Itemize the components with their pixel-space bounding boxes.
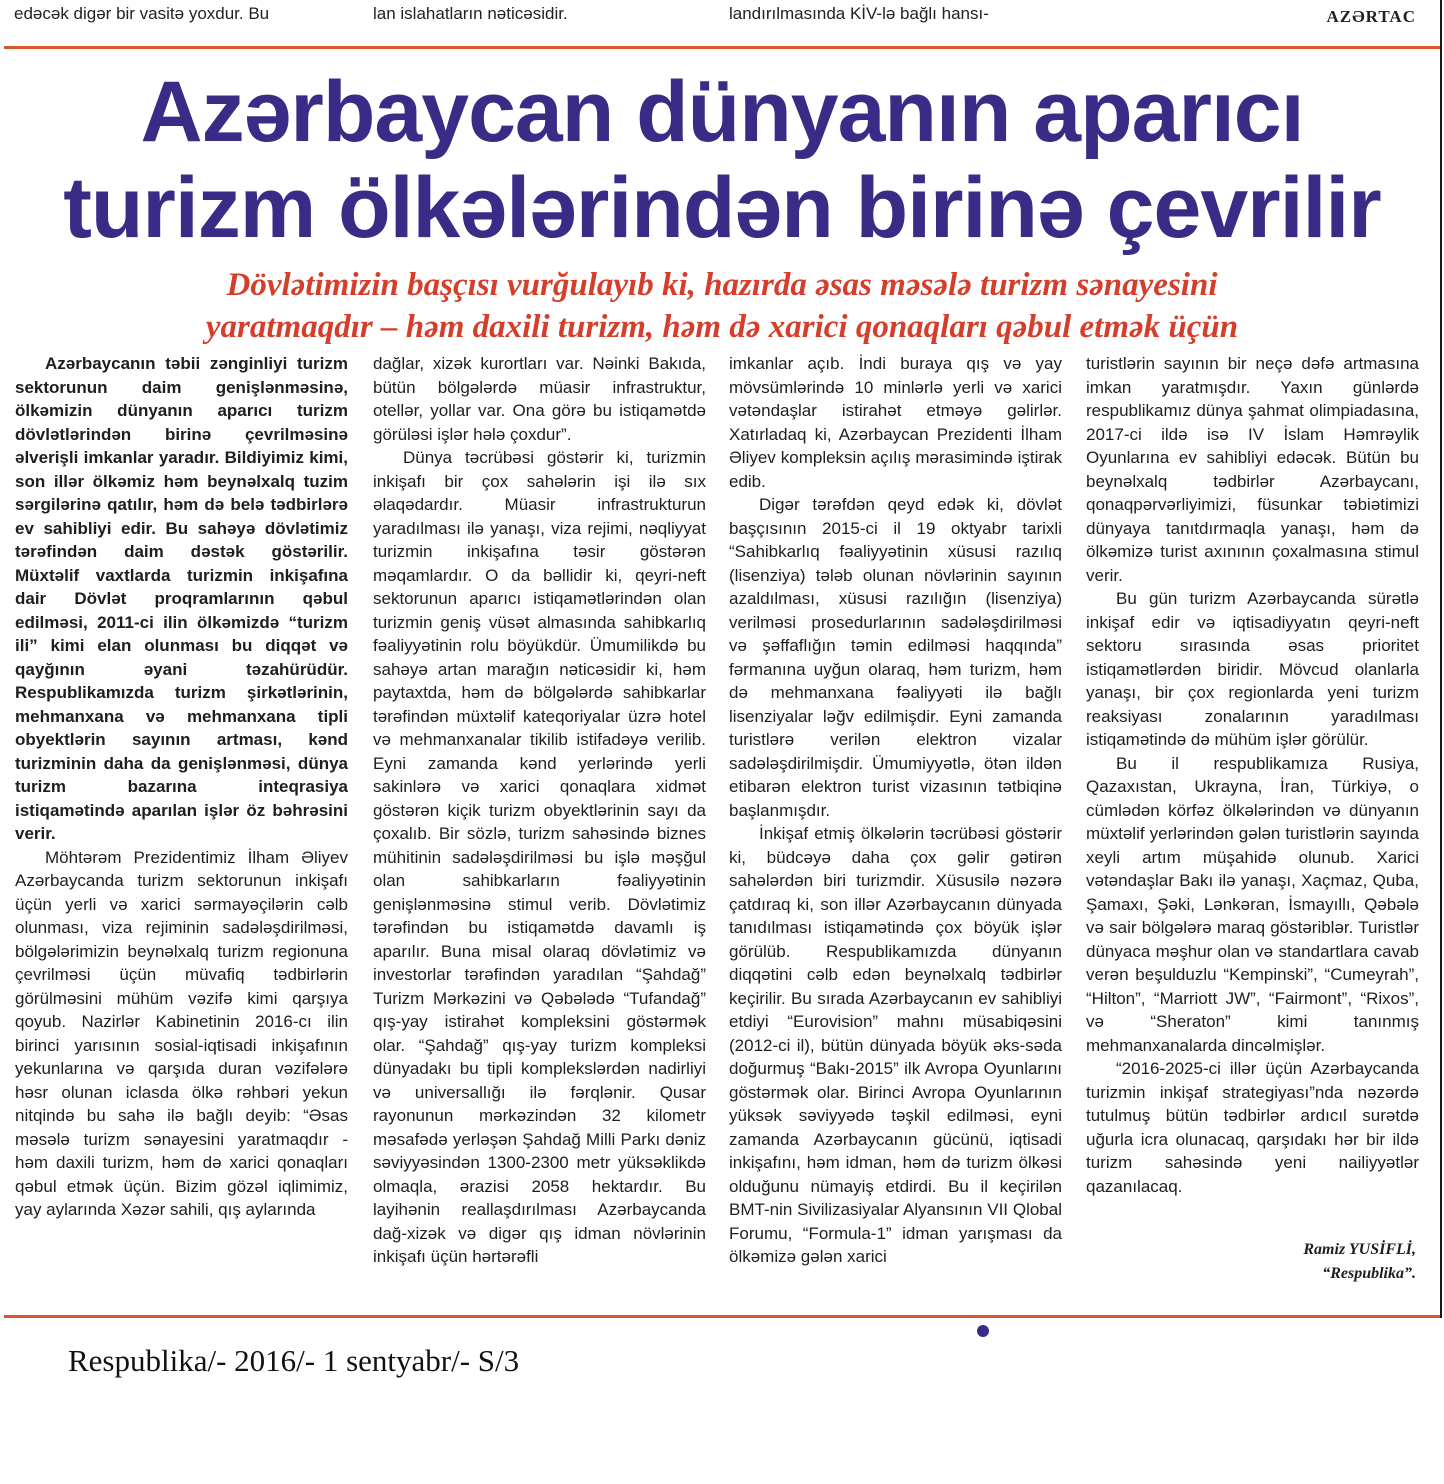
- previous-article-line-3: landırılmasında KİV-lə bağlı hansı-: [729, 4, 989, 23]
- paragraph: “2016-2025-ci illər üçün Azərbaycanda turizmin inkişaf strategiyası”nda nəzərdə tutulmuş bütün tədbirlər ardıcıl surətdə uğurla icra olunacaq, qarşıdakı hər bir ildə turizm sahəsində yeni nailiyyətlər qazanılacaq.: [1086, 1059, 1419, 1196]
- source-citation: Respublika/- 2016/- 1 sentyabr/- S/3: [68, 1343, 520, 1378]
- bullet-dot: [977, 1325, 989, 1337]
- headline-line-2: turizm ölkələrindən birinə çevrilir: [63, 160, 1381, 256]
- subtitle-line-1: Dövlətimizin başçısı vurğulayıb ki, hazırda əsas məsələ turizm sənayesini: [226, 267, 1218, 303]
- paragraph: imkanlar açıb. İndi buraya qış və yay mövsümlərində 10 minlərlə yerli və xarici vətəndaşlar istirahət etməyə gəlirlər. Xatırladaq ki, Azərbaycan Prezidenti İlham Əliyev kompleksin açılış mərasimində iştirak edib.: [729, 354, 1062, 491]
- previous-article-line-1: edəcək digər bir vasitə yoxdur. Bu: [14, 4, 270, 23]
- paragraph: Bu il respublikamıza Rusiya, Qazaxıstan, Ukrayna, İran, Türkiyə, o cümlədən körfəz ölkələrindən və dünyanın müxtəlif yerlərindən gələn turistlərin sayında xeyli artım müşahidə olunub. Xarici vətəndaşlar Bakı ilə yanaşı, Xaçmaz, Quba, Şamaxı, Şəki, Lənkəran, İsmayıllı, Qəbələ və sair bölgələrə maraq göstəriblər. Turistlər dünyaca məşhur olan və standartlara cavab verən beşulduzlu “Kempinski”, “Cumeyrah”, “Hilton”, “Marriott JW”, “Fairmont”, “Rixos”, və “Sheraton” kimi tanınmış mehmanxanalarda dincəlmişlər.: [1086, 753, 1419, 1055]
- article-column-3: [729, 352, 1062, 1292]
- bottom-divider: [4, 1315, 1440, 1318]
- author-name: Ramiz YUSİFLİ,: [1303, 1241, 1416, 1258]
- article-column-1: [15, 352, 348, 1292]
- article-column-4: [1086, 352, 1419, 1292]
- headline: [0, 64, 1444, 256]
- headline-line-1: Azərbaycan dünyanın aparıcı: [140, 64, 1304, 160]
- paragraph: Dünya təcrübəsi göstərir ki, turizmin inkişafı bir çox sahələrin işi ilə sıx əlaqədardır. Müasir infrastrukturun yaradılması ilə yanaşı, viza rejimi, nəqliyyat turizmin inkişafına təsir göstərən məqamlardır. O da bəllidir ki, qeyri-neft sektorunun aparıcı istiqamətlərindən olan turizmin geniş vüsət almasında sahibkarlıq fəaliyyətinin rolu böyükdür. Ümumilikdə bu sahəyə artan marağın nəticəsidir ki, həm paytaxtda, həm də bölgələrdə sahibkarlar tərəfindən müxtəlif kateqoriyalar üzrə hotel və mehmanxanalar tikilib istifadəyə verilib. Eyni zamanda kənd yerlərində yerli sakinlərə və xarici qonaqlara xidmət göstərən kiçik turizm obyektlərinin sayı da çoxalıb. Bir sözlə, turizm sahəsində biznes mühitinin sadələşdirilməsi bu işlə məşğul olan sahibkarların fəaliyyətinin genişlənməsinə stimul verib. Dövlətimiz tərəfindən bu istiqamətdə davamlı iş aparılır. Buna misal olaraq dövlətimiz və investorlar tərəfindən yaradılan “Şahdağ” Turizm Mərkəzini və Qəbələdə “Tufandağ” qış-yay istirahət kompleksini göstərmək olar. “Şahdağ” qış-yay turizm kompleksi dünyadakı bu tipli komplekslərdən nadirliyi və universallığı ilə fərqlənir. Qusar rayonunun mərkəzindən 32 kilometr məsafədə yerləşən Şahdağ Milli Parkı dəniz səviyyəsindən 1300-2300 metr yüksəklikdə olmaqla, ərazisi 2058 hektardır. Bu layihənin reallaşdırılması Azərbaycanda dağ-xizək və digər qış idman növlərinin inkişafı üçün hərtərəfli: [373, 448, 706, 1266]
- agency-credit: AZƏRTAC: [1326, 7, 1416, 26]
- paragraph: turistlərin sayının bir neçə dəfə artmasına imkan yaratmışdır. Yaxın günlərdə respublikamız dünya şahmat olimpiadasına, 2017-ci ildə isə IV İslam Həmrəylik Oyunlarına ev sahibliyi edəcək. Bütün bu beynəlxalq tədbirlər Azərbaycanı, qonaqpərvərliyimizi, füsunkar təbiətimizi dünyaya tanıtdırmaqla yanaşı, həm də ölkəmizə turist axınının çoxalmasına stimul verir.: [1086, 354, 1419, 585]
- article-column-2: [373, 352, 706, 1292]
- author-signature: [1303, 1238, 1416, 1286]
- article-body: [15, 352, 1425, 1292]
- subtitle: [0, 264, 1444, 348]
- paragraph: Digər tərəfdən qeyd edək ki, dövlət başçısının 2015-ci il 19 oktyabr tarixli “Sahibkarlıq fəaliyyətinin xüsusi razılıq (lisenziya) tələb olunan növlərinin sayının azaldılması, xüsusi razılığın (lisenziya) verilməsi prosedurlarının sadələşdirilməsi və şəffaflığın təmin edilməsi haqqında” fərmanına uyğun olaraq, həm turizm, həm də mehmanxana fəaliyyəti ilə bağlı lisenziyalar ləğv edilmişdir. Eyni zamanda turistlərə verilən elektron vizalar sadələşdirilmişdir. Ümumiyyətlə, ötən ildən etibarən elektron turist vizasının tətbiqinə başlanmışdır.: [729, 495, 1062, 820]
- paragraph: Bu gün turizm Azərbaycanda sürətlə inkişaf edir və iqtisadiyyatın qeyri-neft sektoru sırasında əsas prioritet istiqamətlərdən biridir. Mövcud olanlarla yanaşı, bir çox regionlarda yeni turizm reaksiyası zonalarının yaradılması istiqamətində də mühüm işlər görülür.: [1086, 589, 1419, 749]
- subtitle-line-2: yaratmaqdır – həm daxili turizm, həm də xarici qonaqları qəbul etmək üçün: [205, 309, 1239, 345]
- previous-article-line-2: lan islahatların nəticəsidir.: [373, 4, 568, 23]
- paragraph: dağlar, xizək kurortları var. Nəinki Bakıda, bütün bölgələrdə müasir infrastruktur, otellər, yollar var. Ona görə bu istiqamətdə görüləsi işlər hələ çoxdur”.: [373, 354, 706, 444]
- paragraph: Möhtərəm Prezidentimiz İlham Əliyev Azərbaycanda turizm sektorunun inkişafı üçün yerli və xarici sərmayəçilərin cəlb olunması, viza rejiminin sadələşdirilməsi, bölgələrimizin beynəlxalq turizm regionuna çevrilməsi üçün müvafiq tədbirlərin görülməsini mühüm vəzifə kimi qarşıya qoyub. Nazirlər Kabinetinin 2016-cı ilin birinci yarısının sosial-iqtisadi inkişafının yekunlarına və qarşıda duran vəzifələrə həsr olunan iclasda ölkə rəhbəri yekun nitqində bu sahə ilə bağlı deyib: “Əsas məsələ turizm sənayesini yaratmaqdır - həm daxili turizm, həm də xarici qonaqları qəbul etmək üçün. Bizim gözəl iqlimimiz, yay aylarında Xəzər sahili, qış aylarında: [15, 847, 348, 1219]
- paragraph: İnkişaf etmiş ölkələrin təcrübəsi göstərir ki, büdcəyə daha çox gəlir gətirən sahələrdən biri turizmdir. Xüsusilə nəzərə çatdıraq ki, son illər Azərbaycanın dünyada tanıdılması istiqamətində çox böyük işlər görülüb. Respublikamızda dünyanın diqqətini cəlb edən beynəlxalq tədbirlər keçirilir. Bu sırada Azərbaycanın ev sahibliyi etdiyi “Eurovision” mahnı müsabiqəsini (2012-ci il), bütün dünyada böyük əks-səda doğurmuş “Bakı-2015” ilk Avropa Oyunlarını göstərmək olar. Birinci Avropa Oyunlarının yüksək səviyyədə təşkil edilməsi, eyni zamanda Azərbaycanın gücünü, iqtisadi inkişafını, həm idman, həm də turizm ölkəsi olduğunu nümayiş etdirdi. Bu il keçirilən BMT-nin Sivilizasiyalar Alyansının VII Qlobal Forumu, “Formula-1” idman yarışması da ölkəmizə gələn xarici: [729, 824, 1062, 1266]
- newspaper-name: “Respublika”.: [1322, 1265, 1416, 1282]
- top-divider: [4, 46, 1440, 49]
- lead-paragraph: Azərbaycanın təbii zənginliyi turizm sektorunun daim genişlənməsinə, ölkəmizin dünyanın aparıcı turizm dövlətlərindən birinə çevrilməsinə əlverişli imkanlar yaradır. Bildiyimiz kimi, son illər ölkəmiz həm beynəlxalq tuzim sərgilərinə qatılır, həm də belə tədbirlərə ev sahibliyi edir. Bu sahəyə dövlətimiz tərəfindən daim dəstək göstərilir. Müxtəlif vaxtlarda turizmin inkişafına dair Dövlət proqramlarının qəbul edilməsi, 2011-ci ilin ölkəmizdə “turizm ili” kimi elan olunması bu diqqət və qayğının əyani təzahürüdür. Respublikamızda turizm şirkətlərinin, mehmanxana və mehmanxana tipli obyektlərin sayının artması, kənd turizminin daha da genişlənməsi, dünya turizm bazarına inteqrasiya istiqamətində aparılan işlər öz bəhrəsini verir.: [15, 354, 348, 843]
